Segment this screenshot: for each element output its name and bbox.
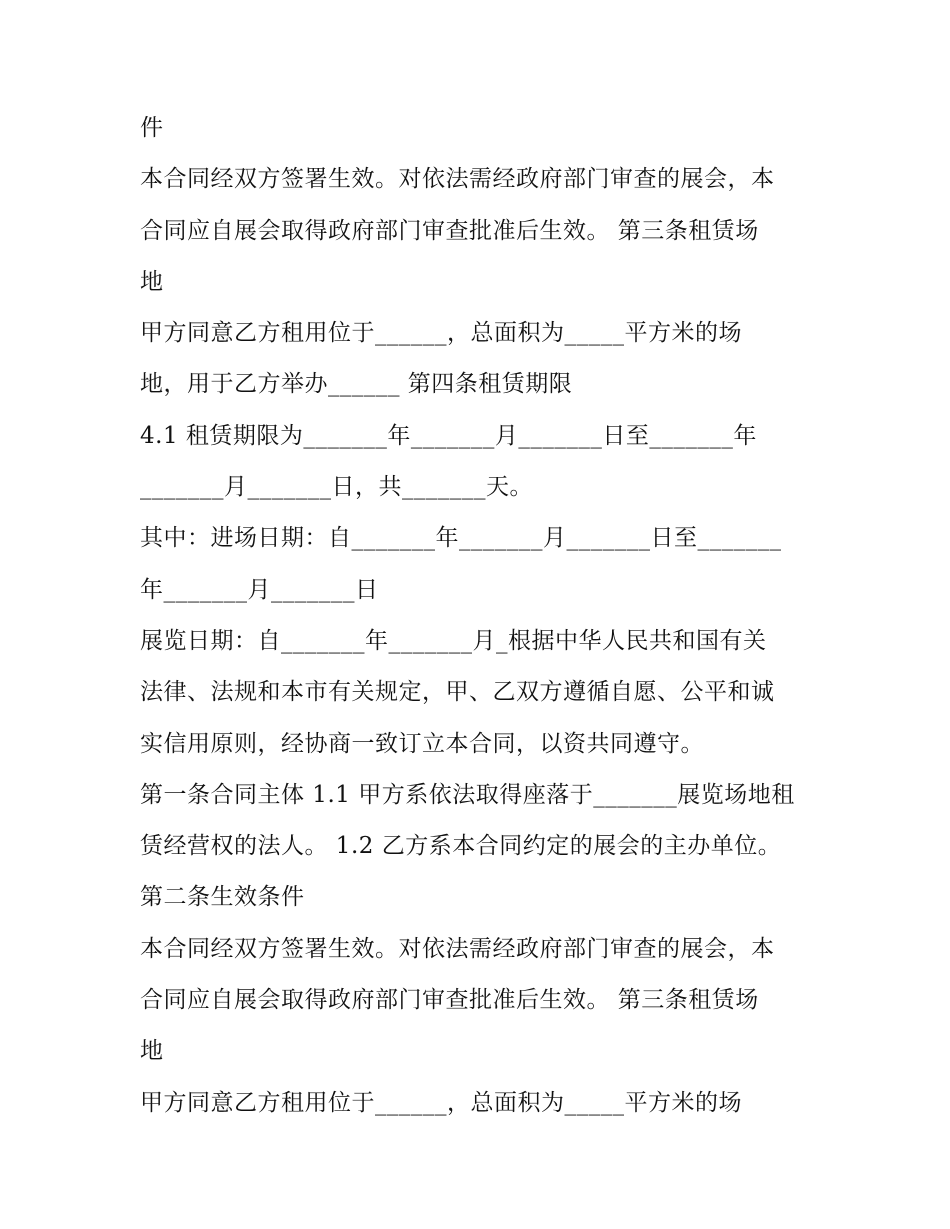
text-line: 第一条合同主体 1.1 甲方系依法取得座落于_______展览场地租 [140,781,795,808]
text-line: _______月_______日，共_______天。 [140,474,533,501]
text-line: 合同应自展会取得政府部门审查批准后生效。 第三条租赁场 [140,987,759,1014]
text-line: 地 [140,268,164,295]
text-line: 第二条生效条件 [140,884,305,911]
text-line: 4.1 租赁期限为_______年_______月_______日至_______年 [140,422,757,449]
text-line: 甲方同意乙方租用位于______，总面积为_____平方米的场 [140,320,742,347]
text-line: 其中：进场日期：自_______年_______月_______日至_______ [140,525,782,552]
text-line: 年_______月_______日 [140,576,379,603]
text-line: 本合同经双方签署生效。对依法需经政府部门审查的展会，本 [140,166,775,193]
text-line: 实信用原则，经协商一致订立本合同，以资共同遵守。 [140,730,704,757]
text-line: 件 [140,115,164,141]
text-line: 赁经营权的法人。 1.2 乙方系本合同约定的展会的主办单位。 [140,833,782,860]
text-line: 本合同经双方签署生效。对依法需经政府部门审查的展会，本 [140,935,775,962]
text-line: 地 [140,1038,164,1065]
text-line: 合同应自展会取得政府部门审查批准后生效。 第三条租赁场 [140,217,759,244]
contract-text [140,103,820,1129]
text-line: 甲方同意乙方租用位于______，总面积为_____平方米的场 [140,1089,742,1116]
text-line: 法律、法规和本市有关规定，甲、乙双方遵循自愿、公平和诚 [140,679,775,706]
text-line: 地，用于乙方举办______ 第四条租赁期限 [140,371,573,398]
text-line: 展览日期：自_______年_______月_根据中华人民共和国有关 [140,627,767,654]
